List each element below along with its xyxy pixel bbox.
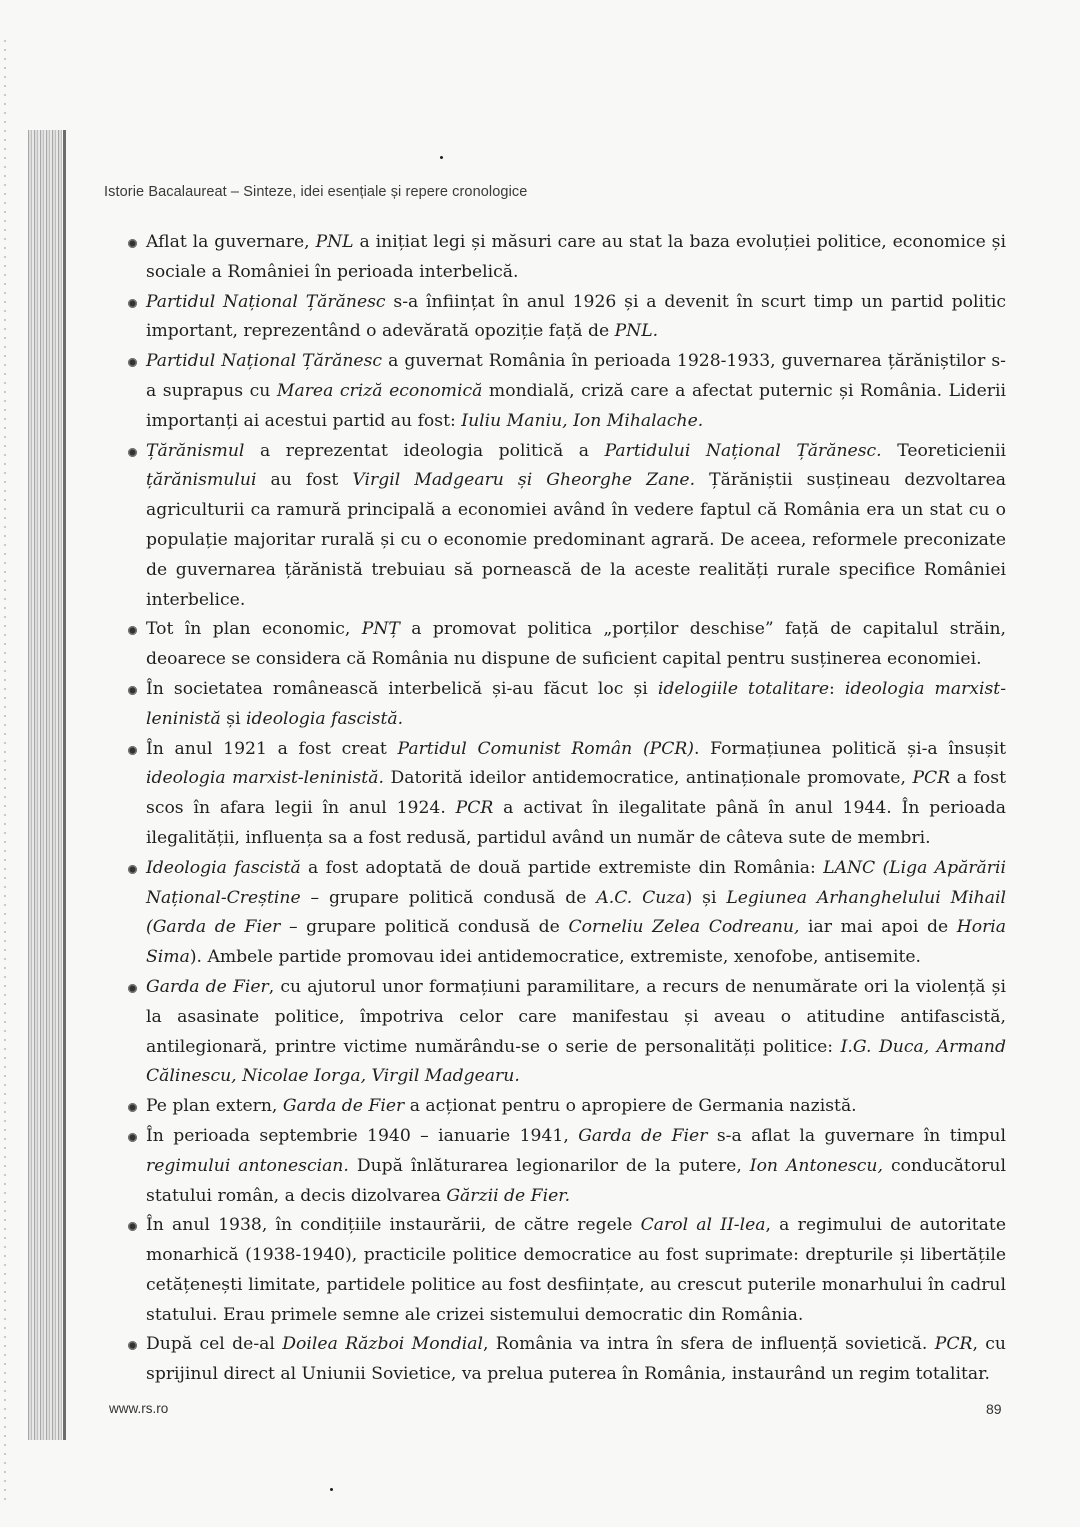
italic-text-segment: Carol al II-lea xyxy=(640,1215,766,1236)
bullet-dot-icon xyxy=(128,865,137,874)
bullet-list xyxy=(128,228,1006,1390)
bullet-dot-icon xyxy=(128,1222,137,1231)
text-segment: După înlăturarea legionarilor de la putere, xyxy=(348,1155,750,1176)
italic-text-segment: ideologia marxist-leninistă. xyxy=(146,768,384,789)
bullet-item xyxy=(128,228,1006,288)
italic-text-segment: Ion Antonescu, xyxy=(749,1155,883,1176)
text-segment: ). Ambele partide promovau idei antidemocratice, extremiste, xenofobe, antisemite. xyxy=(189,947,921,968)
scan-left-margin-marks xyxy=(4,40,6,1500)
italic-text-segment: A.C. Cuza xyxy=(596,887,686,908)
italic-text-segment: țărănismului xyxy=(146,470,257,491)
scan-binding-edge xyxy=(28,130,62,1440)
bullet-dot-icon xyxy=(128,1341,137,1350)
italic-text-segment: PNL. xyxy=(614,321,659,342)
footer-website: www.rs.ro xyxy=(109,1401,169,1416)
italic-text-segment: I.G. Duca, Armand Călinescu, Nicolae Iorga, Virgil Madgearu. xyxy=(146,1036,1006,1087)
italic-text-segment: Partidul Comunist Român (PCR) xyxy=(397,738,695,759)
text-segment: În anul 1921 a fost creat xyxy=(146,738,398,759)
italic-text-segment: idelogiile totalitare xyxy=(657,678,830,699)
text-segment: conducătorul statului român, a decis dizolvarea xyxy=(146,1155,1006,1206)
italic-text-segment: Legiunea Arhanghelului Mihail (Garda de Fier xyxy=(146,887,1006,938)
bullet-item xyxy=(128,1330,1006,1390)
text-segment: Datorită ideilor antidemocratice, antinaționale promovate, xyxy=(383,768,913,789)
text-segment: – grupare politică condusă de xyxy=(300,887,597,908)
text-segment: a fost scos în afara legii în anul 1924. xyxy=(146,768,1006,819)
bullet-dot-icon xyxy=(128,448,137,457)
bullet-dot-icon xyxy=(128,239,137,248)
italic-text-segment: Horia Sima xyxy=(146,917,1007,968)
text-segment: s-a înființat în anul 1926 și a devenit în scurt timp un partid politic important, reprezentând o adevărată opoziție față de xyxy=(146,291,1006,342)
bullet-dot-icon xyxy=(128,299,137,308)
italic-text-segment: LANC (Liga Apărării Național-Creștine xyxy=(146,857,1006,908)
italic-text-segment: Corneliu Zelea Codreanu, xyxy=(568,917,800,938)
bullet-dot-icon xyxy=(128,1133,137,1142)
text-segment: s-a aflat la guvernare în timpul xyxy=(707,1125,1006,1146)
italic-text-segment: PCR xyxy=(934,1334,973,1355)
text-segment: Pe plan extern, xyxy=(146,1096,283,1117)
bullet-item xyxy=(128,1211,1006,1330)
italic-text-segment: PNL xyxy=(315,232,354,252)
text-segment: După cel de-al xyxy=(146,1334,283,1355)
text-segment: : xyxy=(829,678,845,699)
text-segment: , cu sprijinul direct al Uniunii Sovietice, va prelua puterea în România, instaurând un regim totalitar. xyxy=(146,1334,1006,1385)
text-segment: În societatea românească interbelică și-au făcut loc și xyxy=(146,678,658,699)
text-segment: Teoreticienii xyxy=(881,440,1007,461)
text-segment: și xyxy=(220,708,247,729)
text-segment: Țărăniștii susțineau dezvoltarea agriculturii ca ramură principală a economiei având în vedere faptul că România era un stat cu o populație majoritar rurală și cu o economie predominant agrară. De aceea, reformele preconizate de guvernarea țărănistă trebuiau să pornească de la aceste realități rurale specifice României interbelice. xyxy=(146,470,1006,610)
bullet-item xyxy=(128,735,1006,854)
italic-text-segment: Virgil Madgearu și Gheorghe Zane. xyxy=(352,470,696,491)
italic-text-segment: Partidul Național Țărănesc xyxy=(146,351,383,372)
text-segment: – grupare politică condusă de xyxy=(280,917,569,938)
text-segment: Aflat la guvernare, xyxy=(146,232,316,252)
text-segment: au fost xyxy=(256,470,353,491)
italic-text-segment: ideologia marxist-leninistă xyxy=(146,678,1007,729)
text-segment: mondială, criză care a afectat puternic și România. Liderii importanți ai acestui partid au fost: xyxy=(146,380,1006,431)
text-segment: . Formațiunea politică și-a însușit xyxy=(694,738,1007,759)
bullet-dot-icon xyxy=(128,1103,137,1112)
bullet-item xyxy=(128,347,1006,436)
text-segment: a fost adoptată de două partide extremiste din România: xyxy=(300,857,824,878)
italic-text-segment: PCR xyxy=(912,768,951,789)
bullet-item xyxy=(128,973,1006,1092)
bullet-dot-icon xyxy=(128,746,137,755)
italic-text-segment: Partidului Național Țărănesc. xyxy=(604,440,882,461)
italic-text-segment: regimului antonescian. xyxy=(146,1155,349,1176)
italic-text-segment: Doilea Război Mondial xyxy=(282,1334,483,1355)
text-segment: a promovat politica „porților deschise” față de capitalul străin, deoarece se considera că România nu dispune de suficient capital pentru susținerea economiei. xyxy=(146,619,1006,670)
italic-text-segment: Garda de Fier xyxy=(146,976,269,997)
bullet-dot-icon xyxy=(128,358,137,367)
italic-text-segment: Țărănismul xyxy=(146,440,245,461)
bullet-item xyxy=(128,1092,1006,1122)
page-number: 89 xyxy=(986,1401,1002,1417)
bullet-dot-icon xyxy=(128,686,137,695)
italic-text-segment: PNȚ xyxy=(361,619,400,640)
text-segment: a guvernat România în perioada 1928-1933, guvernarea țărăniștilor s-a suprapus cu xyxy=(146,351,1006,401)
running-header: Istorie Bacalaureat – Sinteze, idei esențiale și repere cronologice xyxy=(104,184,528,200)
bullet-item xyxy=(128,615,1006,675)
text-segment: ) și xyxy=(685,887,727,908)
text-segment: a acționat pentru o apropiere de Germania nazistă. xyxy=(404,1096,857,1117)
bullet-item xyxy=(128,675,1006,735)
text-segment: , România va intra în sfera de influență sovietică. xyxy=(482,1334,935,1355)
bullet-item xyxy=(128,854,1006,973)
text-segment: iar mai apoi de xyxy=(799,917,957,938)
text-segment: a activat în ilegalitate până în anul 1944. În perioada ilegalității, influența sa a fost redusă, partidul având un număr de câteva sute de membri. xyxy=(146,798,1006,848)
text-segment: Tot în plan economic, xyxy=(146,619,362,640)
scan-speck xyxy=(330,1488,333,1491)
italic-text-segment: Garda de Fier xyxy=(282,1096,405,1117)
text-segment: , a regimului de autoritate monarhică (1938-1940), practicile politice democratice au fost suprimate: drepturile și libertățile cetățenești limitate, partidele politice au fost desființate, au crescut puterile monarhului în cadrul statului. Erau primele semne ale crizei sistemului democratic din România. xyxy=(146,1215,1006,1325)
text-segment: a inițiat legi și măsuri care au stat la baza evoluției politice, economice și sociale a României în perioada interbelică. xyxy=(146,232,1007,282)
text-segment: , cu ajutorul unor formațiuni paramilitare, a recurs de nenumărate ori la violență și la asasinate politice, împotriva celor care manifestau și aveau o atitudine antifascistă, antilegionară, printre victime numărându-se o serie de personalități politice: xyxy=(146,976,1006,1057)
italic-text-segment: Ideologia fascistă xyxy=(146,857,301,878)
italic-text-segment: ideologia fascistă. xyxy=(246,708,404,729)
italic-text-segment: Gărzii de Fier. xyxy=(446,1185,571,1206)
bullet-item xyxy=(128,1122,1006,1211)
bullet-dot-icon xyxy=(128,984,137,993)
italic-text-segment: Garda de Fier xyxy=(578,1125,708,1146)
bullet-item xyxy=(128,437,1006,616)
italic-text-segment: PCR xyxy=(455,798,494,819)
italic-text-segment: Iuliu Maniu, Ion Mihalache. xyxy=(461,410,704,431)
bullet-dot-icon xyxy=(128,626,137,635)
bullet-item xyxy=(128,288,1006,348)
text-segment: a reprezentat ideologia politică a xyxy=(244,440,605,461)
text-segment: În anul 1938, în condițiile instaurării, de către regele xyxy=(146,1215,641,1236)
scan-speck xyxy=(440,156,443,159)
italic-text-segment: Marea criză economică xyxy=(276,380,483,401)
italic-text-segment: Partidul Național Țărănesc xyxy=(146,291,386,312)
text-segment: În perioada septembrie 1940 – ianuarie 1941, xyxy=(146,1125,579,1146)
